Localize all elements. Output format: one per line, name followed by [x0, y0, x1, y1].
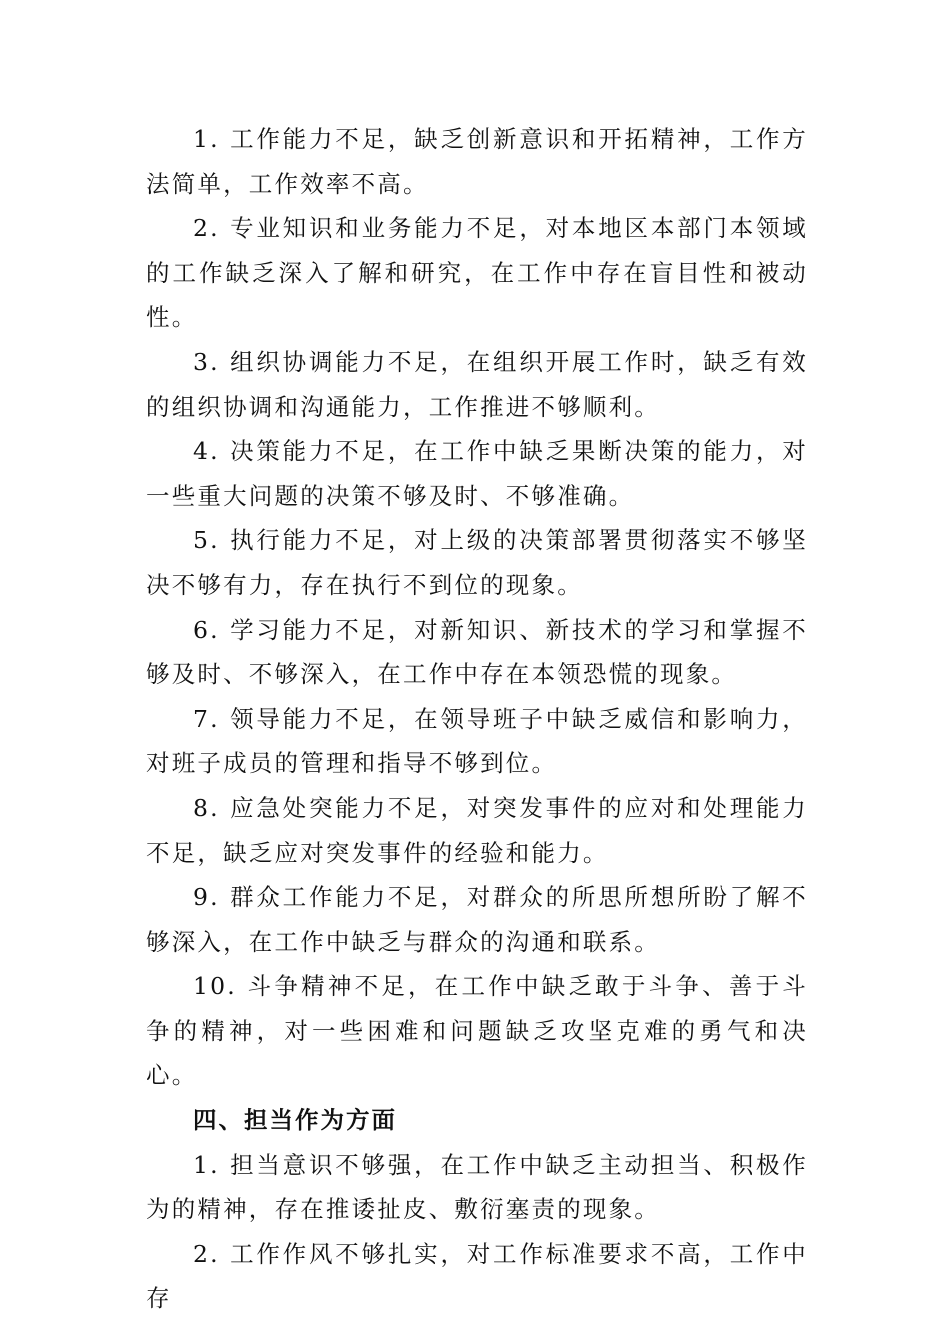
document-body [146, 117, 808, 1321]
paragraph-ability-9: 9. 群众工作能力不足，对群众的所思所想所盼了解不够深入，在工作中缺乏与群众的沟通和联系。 [146, 883, 808, 956]
paragraph-ability-6: 6. 学习能力不足，对新知识、新技术的学习和掌握不够及时、不够深入，在工作中存在本领恐慌的现象。 [146, 615, 808, 689]
paragraph-ability-3: 3. 组织协调能力不足，在组织开展工作时，缺乏有效的组织协调和沟通能力，工作推进不够顺利。 [146, 347, 808, 421]
paragraph-responsibility-2: 2. 工作作风不够扎实，对工作标准要求不高，工作中存 [146, 1239, 808, 1313]
paragraph-ability-1: 1. 工作能力不足，缺乏创新意识和开拓精神，工作方法简单，工作效率不高。 [146, 125, 808, 198]
paragraph-ability-2: 2. 专业知识和业务能力不足，对本地区本部门本领域的工作缺乏深入了解和研究，在工作中存在盲目性和被动性。 [146, 214, 808, 332]
section-heading: 四、担当作为方面 [193, 1106, 397, 1135]
paragraph-ability-10: 10. 斗争精神不足，在工作中缺乏敢于斗争、善于斗争的精神，对一些困难和问题缺乏攻坚克难的勇气和决心。 [146, 972, 808, 1090]
paragraph-ability-5: 5. 执行能力不足，对上级的决策部署贯彻落实不够坚决不够有力，存在执行不到位的现象。 [146, 526, 808, 599]
paragraph-ability-4: 4. 决策能力不足，在工作中缺乏果断决策的能力，对一些重大问题的决策不够及时、不够准确。 [146, 437, 808, 510]
paragraph-ability-7: 7. 领导能力不足，在领导班子中缺乏威信和影响力，对班子成员的管理和指导不够到位。 [146, 704, 808, 778]
paragraph-responsibility-1: 1. 担当意识不够强，在工作中缺乏主动担当、积极作为的精神，存在推诿扯皮、敷衍塞责的现象。 [146, 1150, 808, 1224]
paragraph-ability-8: 8. 应急处突能力不足，对突发事件的应对和处理能力不足，缺乏应对突发事件的经验和能力。 [146, 793, 808, 867]
